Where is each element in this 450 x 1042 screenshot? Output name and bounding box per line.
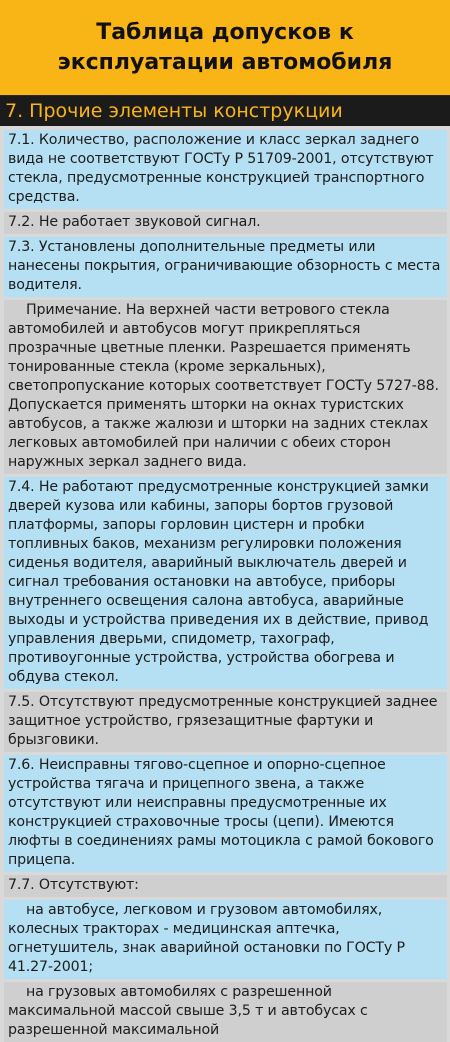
rule-text: 7.4. Не работают предусмотренные конструкцией замки дверей кузова или кабины, запоры бортов грузовой платформы, запоры горловин цистерн и пробки топливных баков, механизм регулировки положения сиденья водителя, аварийный выключатель дверей и сигнал требования остановки на автобусе, приборы внутреннего освещения салона автобуса, аварийные выходы и устройства приведения их в действие, привод управления дверьми, спидометр, тахограф, противоугонные устройства, устройства обогрева и обдува стекол.: [8, 479, 429, 685]
rule-text: 7.7. Отсутствуют:: [8, 877, 139, 893]
page-title-line-1: Таблица допусков к: [96, 19, 354, 45]
rule-7-5: [4, 692, 447, 752]
note-text: Примечание. На верхней части ветрового стекла автомобилей и автобусов могут прикрепляться прозрачные цветные пленки. Разрешается применять тонированные стекла (кроме зеркальных), светопропускание которых соответствует ГОСТу 5727-88. Допускается применять шторки на окнах туристских автобусов, а также жалюзи и шторки на задних стеклах легковых автомобилей при наличии с обеих сторон наружных зеркал заднего вида.: [8, 302, 439, 470]
rule-text: 7.1. Количество, расположение и класс зеркал заднего вида не соответствуют ГОСТу Р 51709-2001, отсутствуют стекла, предусмотренные конструкцией транспортного средства.: [8, 132, 434, 205]
rule-text: 7.6. Неисправны тягово-сцепное и опорно-сцепное устройства тягача и прицепного звена, а также отсутствуют или неисправны предусмотренные их конструкцией страховочные тросы (цепи). Имеются люфты в соединениях рамы мотоцикла с рамой бокового прицепа.: [8, 757, 434, 868]
rule-7-7-sub-1: [4, 900, 447, 979]
rule-7-3: [4, 237, 447, 297]
rule-7-7: [4, 875, 447, 897]
page-header: [0, 0, 450, 95]
rule-7-7-sub-2: [4, 982, 447, 1042]
page-title: [58, 18, 393, 78]
rule-7-2: [4, 212, 447, 234]
rule-7-1: [4, 130, 447, 209]
rule-7-4: [4, 477, 447, 689]
section-heading: 7. Прочие элементы конструкции: [0, 95, 450, 126]
rules-list[interactable]: [0, 130, 450, 1042]
rule-text: 7.5. Отсутствуют предусмотренные конструкцией заднее защитное устройство, грязезащитные фартуки и брызговики.: [8, 694, 438, 748]
rule-7-6: [4, 755, 447, 872]
rule-text: 7.2. Не работает звуковой сигнал.: [8, 214, 261, 230]
rule-text: на грузовых автомобилях с разрешенной максимальной массой свыше 3,5 т и автобусах с разрешенной максимальной: [8, 984, 368, 1038]
rule-text: 7.3. Установлены дополнительные предметы или нанесены покрытия, ограничивающие обзорность с места водителя.: [8, 239, 441, 293]
page-title-line-2: эксплуатации автомобиля: [57, 49, 393, 75]
rule-text: на автобусе, легковом и грузовом автомобилях, колесных тракторах - медицинская аптечка, огнетушитель, знак аварийной остановки по ГОСТу Р 41.27-2001;: [8, 902, 405, 975]
rule-note: [4, 300, 447, 474]
